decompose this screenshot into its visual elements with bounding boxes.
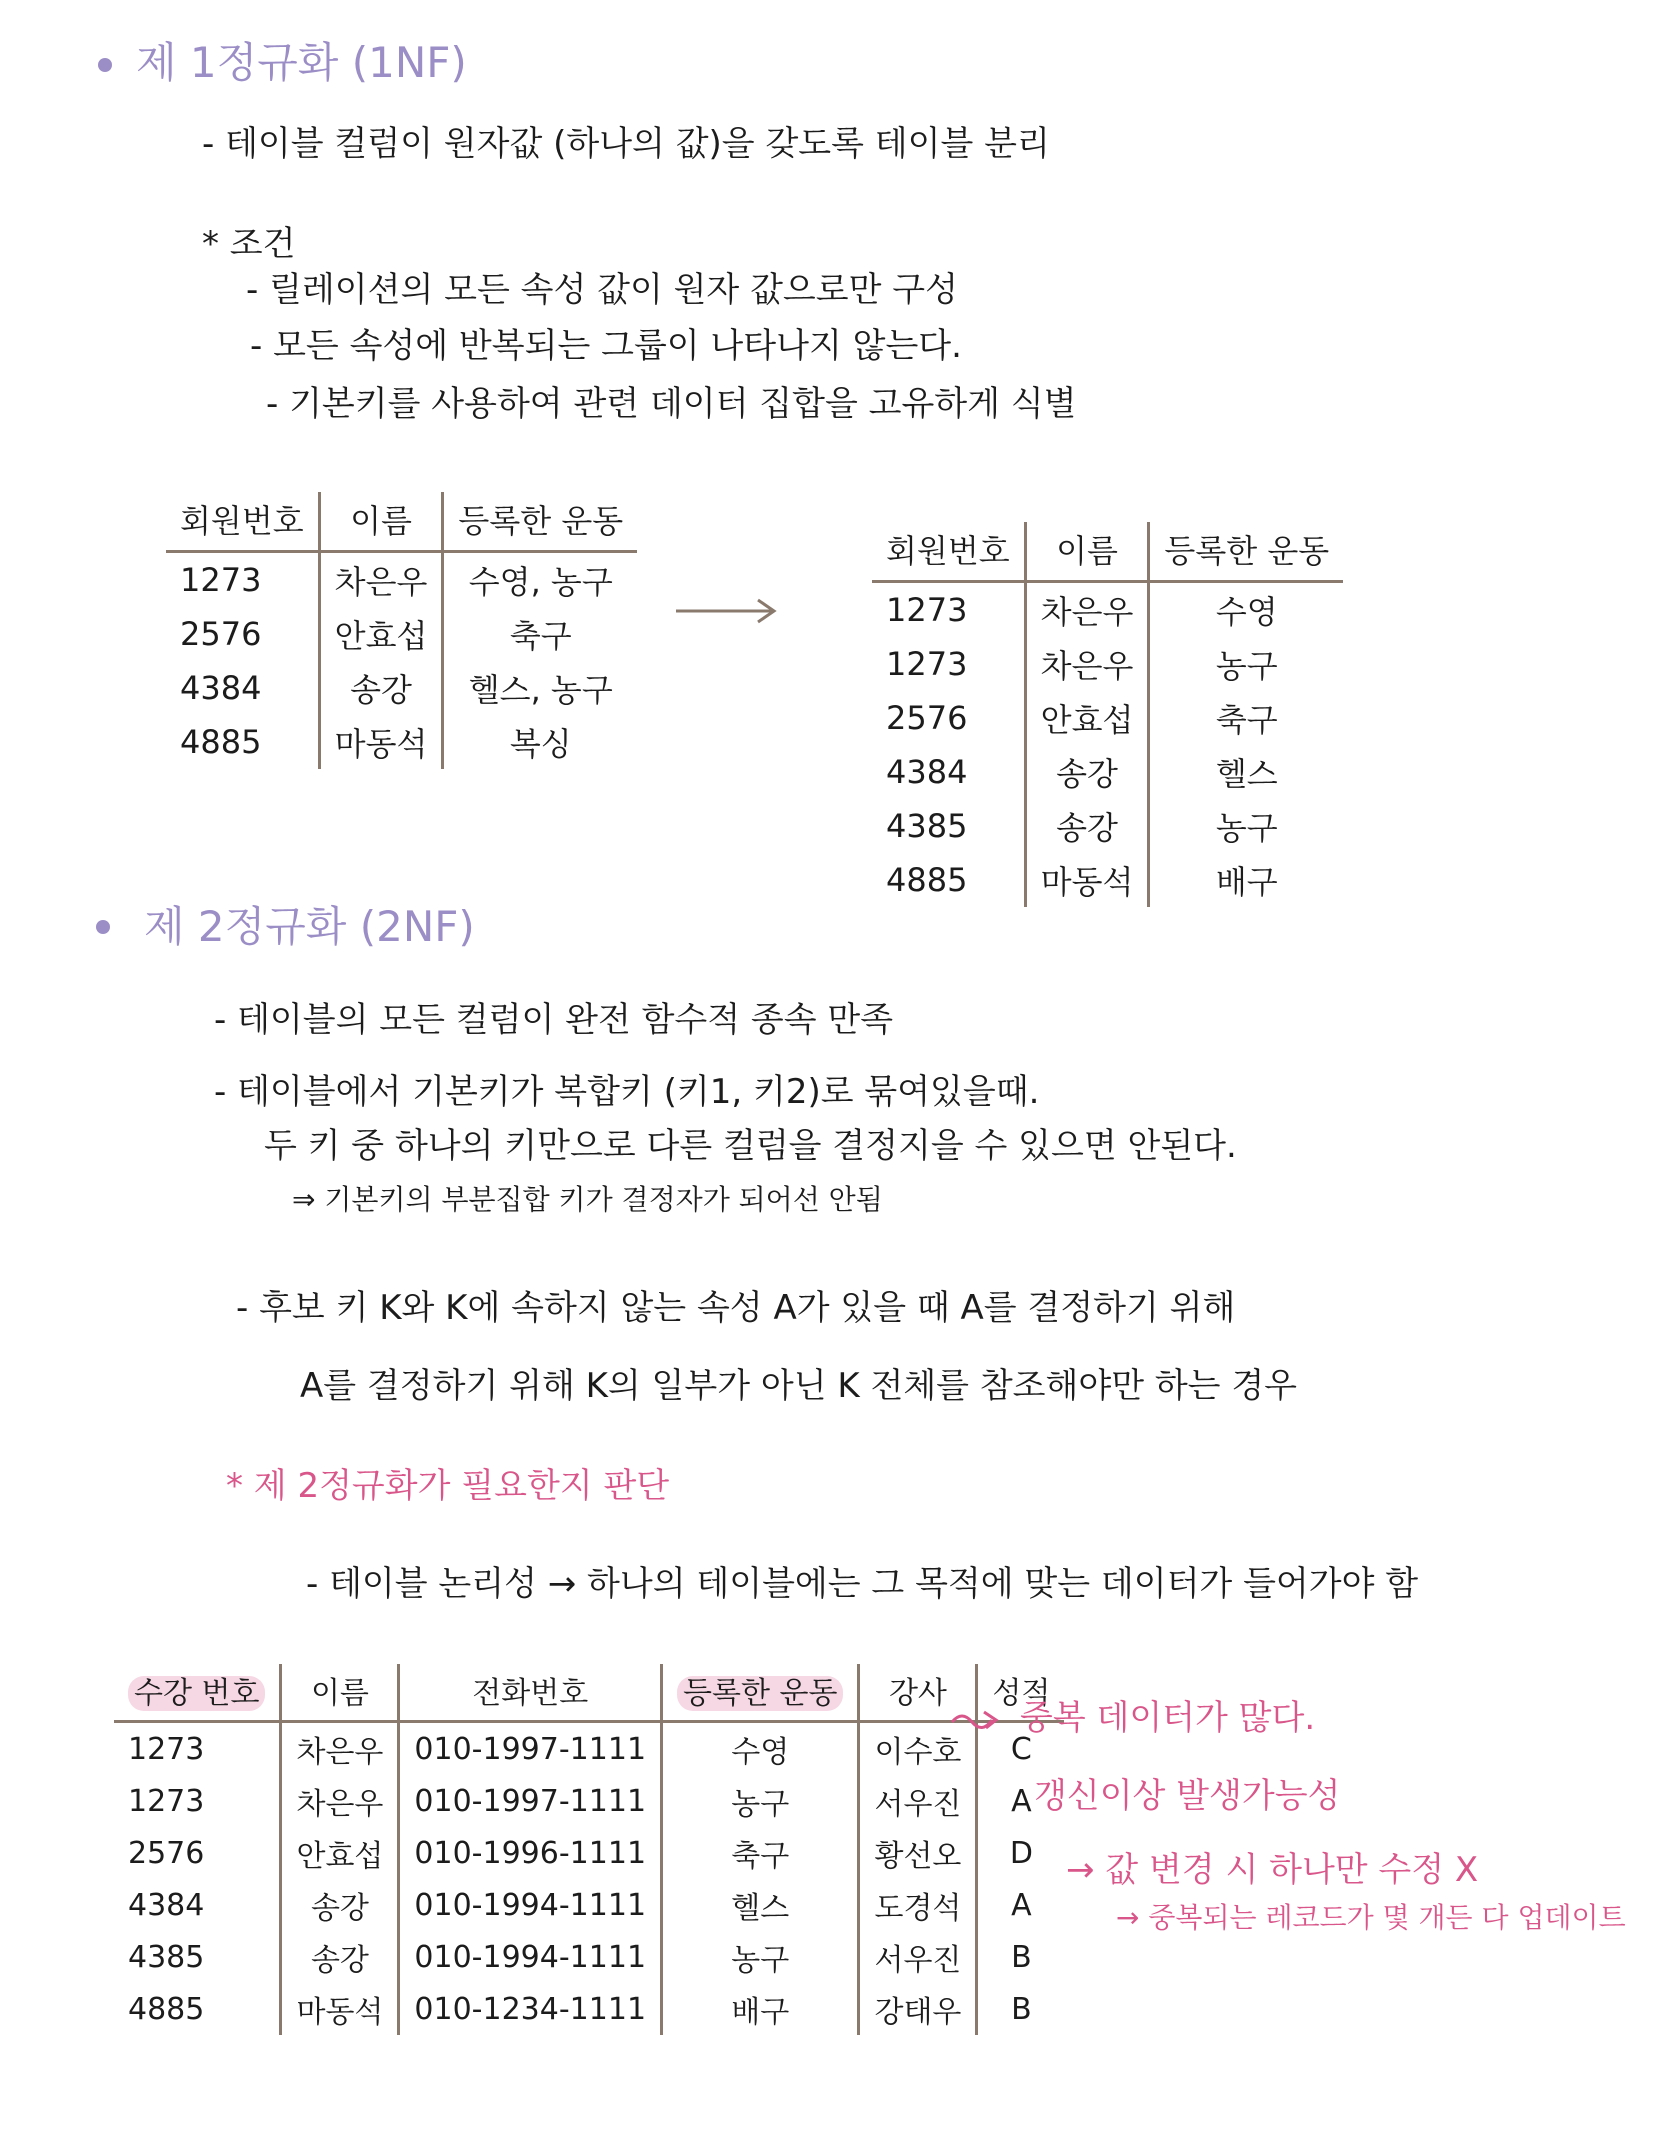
header-name: 이름	[1025, 522, 1149, 582]
cell-name: 마동석	[1025, 853, 1149, 907]
header-sport: 등록한 운동	[1149, 522, 1343, 582]
nf2-judge-label: * 제 2정규화가 필요한지 판단	[226, 1466, 670, 1506]
table-row	[872, 853, 1343, 907]
cell-name: 차은우	[1025, 637, 1149, 691]
cell-name: 안효섭	[281, 1827, 399, 1879]
table-row	[872, 799, 1343, 853]
nf1-before-table	[166, 492, 637, 769]
cell-name: 차은우	[281, 1722, 399, 1776]
table-row	[114, 1827, 1064, 1879]
cell-course-no: 4385	[128, 1939, 205, 1975]
cell-phone: 010-1994-1111	[399, 1931, 662, 1983]
header-course-no	[114, 1664, 281, 1722]
cell-name: 마동석	[319, 715, 443, 769]
cell-name: 송강	[319, 661, 443, 715]
cell-name: 차은우	[281, 1775, 399, 1827]
cell-member-no: 2576	[180, 615, 262, 653]
heading-2nf: 제 2정규화 (2NF)	[144, 902, 475, 951]
cell-name: 송강	[1025, 799, 1149, 853]
nf1-condition-label: * 조건	[202, 224, 296, 264]
header-course-no-label: 수강 번호	[128, 1676, 265, 1711]
table-row	[166, 661, 637, 715]
cell-member-no: 4384	[886, 753, 968, 791]
cell-instructor: 황선오	[859, 1827, 977, 1879]
arrow-right-icon	[672, 596, 782, 626]
header-sport: 등록한 운동	[443, 492, 637, 552]
header-sport-label: 등록한 운동	[677, 1676, 843, 1711]
table-row	[166, 552, 637, 608]
header-name: 이름	[319, 492, 443, 552]
table-row	[114, 1722, 1064, 1776]
nf1-description: - 테이블 컬럼이 원자값 (하나의 값)을 갖도록 테이블 분리	[202, 124, 1050, 164]
nf2-line-6: A를 결정하기 위해 K의 일부가 아닌 K 전체를 참조해야만 하는 경우	[300, 1366, 1298, 1406]
cell-instructor: 이수호	[859, 1722, 977, 1776]
nf2-line-5: - 후보 키 K와 K에 속하지 않는 속성 A가 있을 때 A를 결정하기 위해	[236, 1288, 1236, 1328]
cell-sport: 축구	[1149, 691, 1343, 745]
cell-course-no: 4384	[128, 1887, 205, 1923]
cell-course-no: 2576	[128, 1835, 205, 1871]
nf2-line-3: 두 키 중 하나의 키만으로 다른 컬럼을 결정지을 수 있으면 안된다.	[264, 1126, 1237, 1166]
cell-grade: A	[977, 1775, 1064, 1827]
cell-course-no: 1273	[128, 1783, 205, 1819]
cell-sport: 복싱	[443, 715, 637, 769]
note-duplicate-data: 중복 데이터가 많다.	[1020, 1698, 1316, 1738]
cell-name: 차은우	[1025, 582, 1149, 638]
cell-name: 차은우	[319, 552, 443, 608]
table-row	[872, 637, 1343, 691]
table-row	[114, 1879, 1064, 1931]
nf1-condition-2: - 모든 속성에 반복되는 그룹이 나타나지 않는다.	[250, 326, 962, 366]
cell-instructor: 서우진	[859, 1931, 977, 1983]
table-row	[872, 582, 1343, 638]
nf1-after-table	[872, 522, 1343, 907]
cell-name: 송강	[281, 1931, 399, 1983]
cell-sport: 축구	[443, 607, 637, 661]
nf2-judge-line: - 테이블 논리성 → 하나의 테이블에는 그 목적에 맞는 데이터가 들어가야 함	[306, 1564, 1419, 1604]
header-sport	[662, 1664, 859, 1722]
cell-phone: 010-1234-1111	[399, 1983, 662, 2035]
cell-name: 안효섭	[319, 607, 443, 661]
table-row	[114, 1775, 1064, 1827]
nf1-condition-1: - 릴레이션의 모든 속성 값이 원자 값으로만 구성	[246, 270, 958, 310]
cell-sport: 농구	[662, 1775, 859, 1827]
header-instructor: 강사	[859, 1664, 977, 1722]
note-update-anomaly: 갱신이상 발생가능성	[1034, 1776, 1341, 1816]
curly-arrow-icon	[948, 1706, 1008, 1732]
cell-grade: D	[977, 1827, 1064, 1879]
cell-course-no: 4885	[128, 1991, 205, 2027]
nf2-line-2: - 테이블에서 기본키가 복합키 (키1, 키2)로 묶여있을때.	[214, 1072, 1040, 1112]
cell-sport: 헬스	[1149, 745, 1343, 799]
table-row	[166, 607, 637, 661]
header-name: 이름	[281, 1664, 399, 1722]
cell-member-no: 4885	[180, 723, 262, 761]
header-member-no: 회원번호	[166, 492, 319, 552]
cell-grade: C	[977, 1722, 1064, 1776]
cell-instructor: 서우진	[859, 1775, 977, 1827]
cell-phone: 010-1997-1111	[399, 1722, 662, 1776]
cell-name: 송강	[1025, 745, 1149, 799]
heading-1nf: 제 1정규화 (1NF)	[136, 38, 467, 87]
cell-grade: B	[977, 1983, 1064, 2035]
cell-sport: 농구	[662, 1931, 859, 1983]
cell-sport: 헬스	[662, 1879, 859, 1931]
table-row	[114, 1983, 1064, 2035]
cell-member-no: 1273	[886, 645, 968, 683]
cell-phone: 010-1997-1111	[399, 1775, 662, 1827]
cell-sport: 축구	[662, 1827, 859, 1879]
cell-member-no: 1273	[180, 561, 262, 599]
cell-sport: 수영	[662, 1722, 859, 1776]
cell-sport: 헬스, 농구	[443, 661, 637, 715]
header-grade: 성적	[977, 1664, 1064, 1722]
nf2-course-table	[114, 1664, 1064, 2035]
cell-grade: B	[977, 1931, 1064, 1983]
cell-instructor: 강태우	[859, 1983, 977, 2035]
bullet-1nf	[98, 58, 112, 72]
cell-sport: 수영, 농구	[443, 552, 637, 608]
nf2-line-1: - 테이블의 모든 컬럼이 완전 함수적 종속 만족	[214, 1000, 894, 1040]
cell-member-no: 4885	[886, 861, 968, 899]
nf2-line-4: ⇒ 기본키의 부분집합 키가 결정자가 되어선 안됨	[292, 1183, 883, 1216]
cell-name: 송강	[281, 1879, 399, 1931]
table-row	[872, 745, 1343, 799]
cell-sport: 배구	[1149, 853, 1343, 907]
header-phone: 전화번호	[399, 1664, 662, 1722]
table-row	[872, 691, 1343, 745]
cell-sport: 수영	[1149, 582, 1343, 638]
cell-member-no: 1273	[886, 591, 968, 629]
cell-sport: 농구	[1149, 799, 1343, 853]
cell-name: 마동석	[281, 1983, 399, 2035]
nf1-condition-3: - 기본키를 사용하여 관련 데이터 집합을 고유하게 식별	[266, 384, 1077, 424]
cell-member-no: 4384	[180, 669, 262, 707]
cell-grade: A	[977, 1879, 1064, 1931]
cell-instructor: 도경석	[859, 1879, 977, 1931]
cell-phone: 010-1994-1111	[399, 1879, 662, 1931]
cell-member-no: 2576	[886, 699, 968, 737]
table-row	[166, 715, 637, 769]
cell-name: 안효섭	[1025, 691, 1149, 745]
cell-course-no: 1273	[128, 1731, 205, 1767]
note-update-single: → 값 변경 시 하나만 수정 X	[1066, 1850, 1479, 1890]
cell-sport: 배구	[662, 1983, 859, 2035]
note-update-all: → 중복되는 레코드가 몇 개든 다 업데이트	[1116, 1901, 1626, 1934]
header-member-no: 회원번호	[872, 522, 1025, 582]
cell-phone: 010-1996-1111	[399, 1827, 662, 1879]
cell-sport: 농구	[1149, 637, 1343, 691]
bullet-2nf	[96, 920, 110, 934]
cell-member-no: 4385	[886, 807, 968, 845]
table-row	[114, 1931, 1064, 1983]
